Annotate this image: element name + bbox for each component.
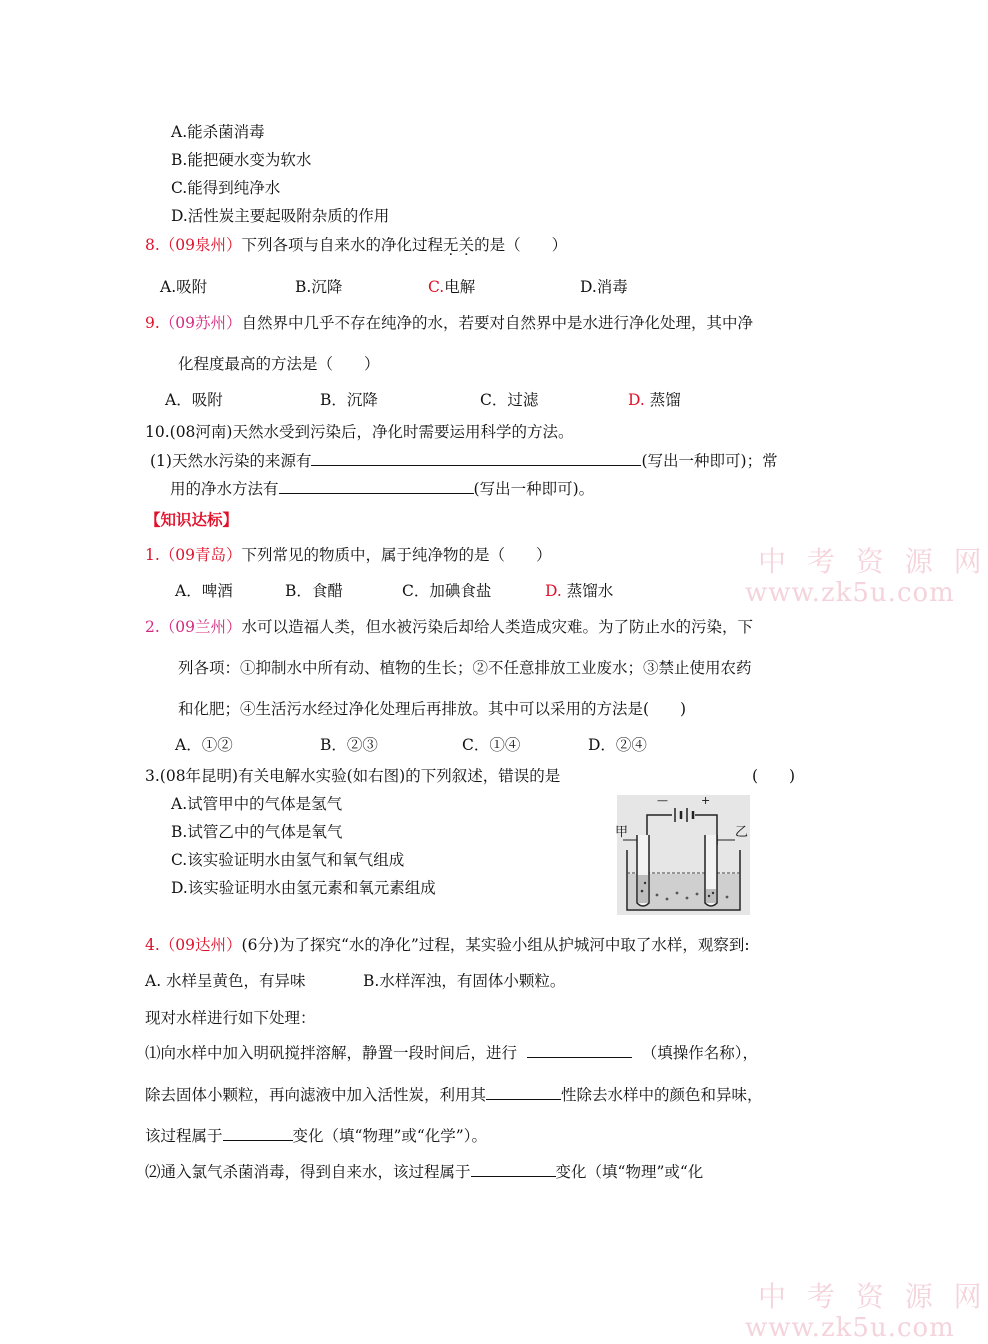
k4-part1-post: （填操作名称）， [641, 1044, 758, 1062]
k1-option-b: B．食醋 [285, 582, 343, 600]
k4-observation-a: A. 水样呈黄色，有异味 [145, 972, 306, 990]
q10-blank-method[interactable] [279, 477, 474, 494]
q8-option-d: D.消毒 [580, 278, 628, 296]
k4-part1-line2-pre: 除去固体小颗粒，再向滤液中加入活性炭，利用其 [145, 1086, 487, 1104]
watermark-cn-1: 中 考 资 源 网 [758, 545, 988, 578]
q8-emphasis-1: 无 [443, 236, 459, 254]
k1-stem-text: 下列常见的物质中，属于纯净物的是（ ） [241, 546, 552, 564]
k4-treatment-intro: 现对水样进行如下处理： [145, 1009, 316, 1027]
q8-stem-post: 的是（ ） [474, 236, 568, 254]
k4-part1-pre: ⑴向水样中加入明矾搅拌溶解，静置一段时间后，进行 [145, 1044, 518, 1062]
k1-option-d [545, 580, 613, 602]
q9-option-b: B．沉降 [320, 391, 378, 409]
q8-emphasis-2: 关 [458, 236, 475, 254]
q9-option-a: A．吸附 [165, 391, 223, 409]
figure-label-jia: 甲 [615, 825, 629, 840]
q10-line-3 [170, 477, 594, 500]
k4-blank-change-1[interactable] [223, 1124, 293, 1141]
k3-answer-paren: ( ) [752, 767, 796, 785]
k1-number: 1. [145, 546, 160, 564]
k3-option-d: D.该实验证明水由氢元素和氧元素组成 [171, 879, 436, 897]
k2-stem: 水可以造福人类，但水被污染后却给人类造成灾难。为了防止水的污染，下 [241, 618, 754, 636]
k4-part1-line3 [145, 1124, 487, 1147]
k3-option-a: A.试管甲中的气体是氢气 [171, 795, 343, 813]
k1-option-d-label: D. [545, 582, 562, 600]
q10-line-2-post: (写出一种即可)；常 [641, 452, 778, 470]
k2-option-c: C．①④ [462, 736, 521, 754]
q8-option-c [428, 276, 475, 298]
q10-line-2-pre: (1)天然水污染的来源有 [150, 452, 312, 470]
k2-line-2: 列各项：①抑制水中所有动、植物的生长；②不任意排放工业废水；③禁止使用农药 [178, 659, 752, 677]
figure-label-yi: 乙 [735, 825, 749, 840]
k4-part1-line3-post: 变化（填“物理”或“化学”）。 [292, 1127, 487, 1145]
watermark-url-1: www.zk5u.com [745, 578, 955, 608]
k1-source: （09青岛） [159, 546, 242, 564]
k4-stem [145, 934, 750, 956]
k2-option-a: A．①② [175, 736, 233, 754]
k2-number: 2. [145, 618, 160, 636]
k4-part1-line2 [145, 1083, 763, 1106]
q7-option-a: A.能杀菌消毒 [171, 123, 265, 141]
q9-stem: 自然界中几乎不存在纯净的水，若要对自然界中是水进行净化处理，其中净 [241, 314, 754, 332]
watermark-url-2: www.zk5u.com [745, 1313, 955, 1343]
q10-line-2 [150, 449, 778, 472]
electrolysis-apparatus-icon [617, 795, 750, 915]
k4-part2-pre: ⑵通入氯气杀菌消毒，得到自来水，该过程属于 [145, 1163, 471, 1181]
k3-option-b: B.试管乙中的气体是氧气 [171, 823, 343, 841]
k2-option-d: D．②④ [588, 736, 647, 754]
k2-option-b: B．②③ [320, 736, 378, 754]
k3-stem: 3.(08年昆明)有关电解水实验(如右图)的下列叙述，错误的是 [145, 767, 561, 785]
k4-number: 4. [145, 936, 160, 954]
figure-minus-sign: — [657, 794, 668, 807]
k1-stem [145, 544, 552, 566]
k4-part1-line2-post: 性除去水样中的颜色和异味， [561, 1086, 763, 1104]
q10-line-3-pre: 用的净水方法有 [170, 480, 279, 498]
electrolysis-figure [617, 795, 750, 915]
k1-option-c: C．加碘食盐 [402, 582, 492, 600]
k4-part2-post: 变化（填“物理”或“化 [555, 1163, 704, 1181]
q8-option-a: A.吸附 [160, 278, 208, 296]
q8-stem [145, 234, 567, 256]
k4-stem-text: (6分)为了探究“水的净化”过程，某实验小组从护城河中取了水样，观察到: [241, 936, 750, 954]
q10-line-3-post: (写出一种即可)。 [473, 480, 595, 498]
k4-part2-line1 [145, 1160, 703, 1183]
k4-blank-operation[interactable] [527, 1041, 632, 1058]
k4-observation-b: B.水样浑浊，有固体小颗粒。 [363, 972, 566, 990]
q9-source: （09苏州） [159, 314, 242, 332]
k1-option-d-text: 蒸馏水 [566, 582, 614, 600]
k4-blank-change-2[interactable] [471, 1160, 556, 1177]
figure-plus-sign: + [701, 794, 711, 807]
k1-option-a: A．啤酒 [175, 582, 233, 600]
q8-number: 8. [145, 236, 160, 254]
q8-option-b: B.沉降 [295, 278, 343, 296]
q9-number: 9. [145, 314, 160, 332]
k4-part1-line1 [145, 1041, 758, 1064]
q8-stem-pre: 下列各项与自来水的净化过程 [241, 236, 444, 254]
q7-option-d: D.活性炭主要起吸附杂质的作用 [171, 207, 390, 225]
q8-option-c-text: 电解 [444, 278, 476, 296]
q9-option-d-label: D. [628, 391, 645, 409]
k2-source: （09兰州） [159, 618, 242, 636]
q10-stem: 10.(08河南)天然水受到污染后，净化时需要运用科学的方法。 [145, 423, 574, 441]
k4-blank-property[interactable] [486, 1083, 561, 1100]
q8-option-c-label: C. [428, 278, 445, 296]
k3-option-c: C.该实验证明水由氢气和氧气组成 [171, 851, 405, 869]
k4-part1-line3-pre: 该过程属于 [145, 1127, 223, 1145]
section-title: 【知识达标】 [145, 510, 239, 529]
q9-option-c: C．过滤 [480, 391, 539, 409]
q7-option-c: C.能得到纯净水 [171, 179, 281, 197]
q10-blank-source[interactable] [311, 449, 641, 466]
q8-source: （09泉州） [159, 236, 242, 254]
q9-option-d-text: 蒸馏 [649, 391, 681, 409]
k2-line-3: 和化肥；④生活污水经过净化处理后再排放。其中可以采用的方法是( ) [178, 700, 687, 718]
q9-line-1 [145, 312, 753, 334]
watermark-cn-2: 中 考 资 源 网 [758, 1280, 988, 1313]
q9-line-2: 化程度最高的方法是（ ） [178, 355, 380, 373]
q7-option-b: B.能把硬水变为软水 [171, 151, 312, 169]
k4-source: （09达州） [159, 936, 242, 954]
q9-option-d [628, 389, 681, 411]
k2-line-1 [145, 616, 753, 638]
